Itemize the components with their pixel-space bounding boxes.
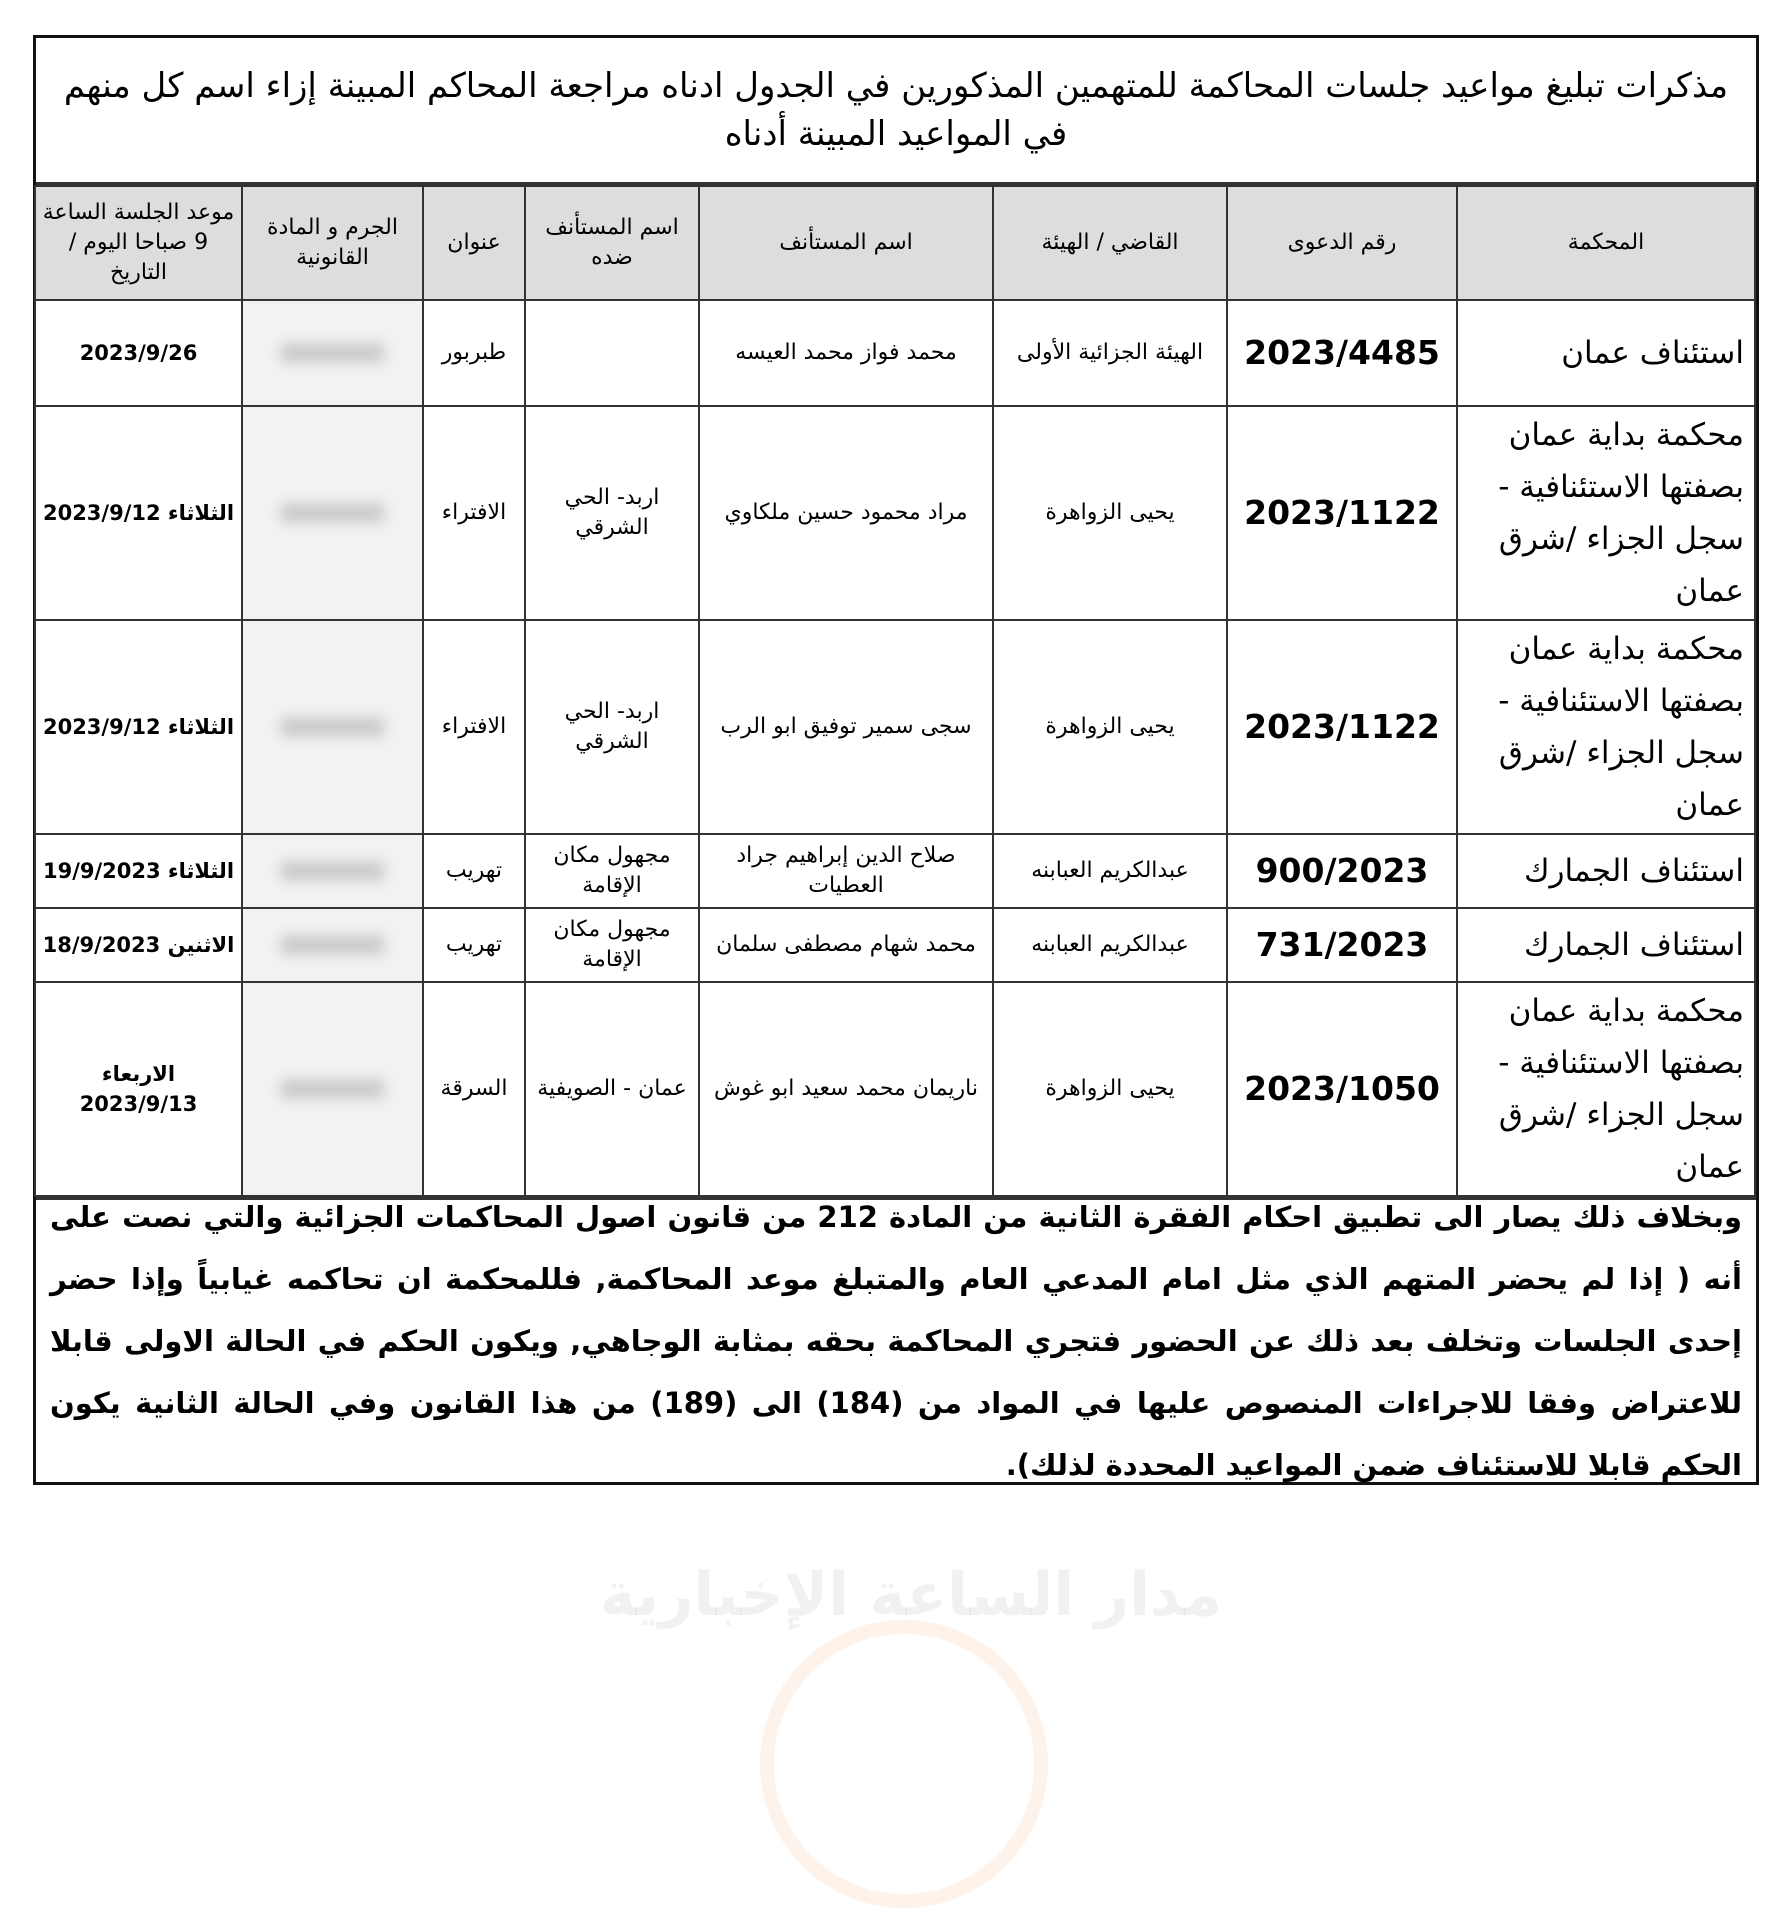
judge-cell: الهيئة الجزائية الأولى: [993, 300, 1227, 406]
header-case-no: رقم الدعوى: [1227, 186, 1457, 300]
appellant-cell: صلاح الدين إبراهيم جراد العطيات: [699, 834, 993, 908]
table-row: [35, 406, 1755, 620]
court-cell: محكمة بداية عمان بصفتها الاستئنافية - سجل الجزاء /شرق عمان: [1457, 620, 1755, 834]
case-no-cell: 2023/4485: [1227, 300, 1457, 406]
respondent-cell: مجهول مكان الإقامة: [525, 834, 699, 908]
header-judge: القاضي / الهيئة: [993, 186, 1227, 300]
address-cell: تهريب: [423, 908, 525, 982]
crime-cell-blurred: [242, 406, 423, 620]
address-cell: الافتراء: [423, 620, 525, 834]
header-session: موعد الجلسة الساعة 9 صباحا اليوم / التاريخ: [35, 186, 242, 300]
document-title: مذكرات تبليغ مواعيد جلسات المحاكمة للمتهمين المذكورين في الجدول ادناه مراجعة المحاكم المبينة إزاء اسم كل منهم في المواعيد المبينة أدناه: [36, 38, 1756, 185]
address-cell: السرقة: [423, 982, 525, 1196]
respondent-cell: اربد- الحي الشرقي: [525, 620, 699, 834]
court-notice-document: [33, 35, 1759, 1485]
watermark-text: [600, 1560, 1222, 1630]
case-no-cell: 900/2023: [1227, 834, 1457, 908]
appellant-cell: محمد فواز محمد العيسه: [699, 300, 993, 406]
court-cell: استئناف الجمارك: [1457, 834, 1755, 908]
watermark-logo: [760, 1620, 1048, 1908]
judge-cell: عبدالكريم العبابنه: [993, 834, 1227, 908]
case-no-cell: 731/2023: [1227, 908, 1457, 982]
address-cell: طبربور: [423, 300, 525, 406]
case-no-cell: 2023/1122: [1227, 406, 1457, 620]
table-row: [35, 908, 1755, 982]
respondent-cell: اربد- الحي الشرقي: [525, 406, 699, 620]
table-row: [35, 620, 1755, 834]
session-cell: 2023/9/26: [35, 300, 242, 406]
crime-cell-blurred: [242, 908, 423, 982]
header-crime: الجرم و المادة القانونية: [242, 186, 423, 300]
court-cell: محكمة بداية عمان بصفتها الاستئنافية - سجل الجزاء /شرق عمان: [1457, 406, 1755, 620]
session-cell: الاثنين 18/9/2023: [35, 908, 242, 982]
judge-cell: عبدالكريم العبابنه: [993, 908, 1227, 982]
court-cell: استئناف عمان: [1457, 300, 1755, 406]
header-address: عنوان: [423, 186, 525, 300]
session-cell: الثلاثاء 19/9/2023: [35, 834, 242, 908]
appellant-cell: محمد شهام مصطفى سلمان: [699, 908, 993, 982]
sessions-table: [34, 185, 1756, 1197]
watermark-label: مدار الساعة الإخبارية: [600, 1560, 1222, 1630]
header-respondent: اسم المستأنف ضده: [525, 186, 699, 300]
table-row: [35, 982, 1755, 1196]
appellant-cell: سجى سمير توفيق ابو الرب: [699, 620, 993, 834]
case-no-cell: 2023/1050: [1227, 982, 1457, 1196]
respondent-cell: عمان - الصويفية: [525, 982, 699, 1196]
session-cell: الثلاثاء 2023/9/12: [35, 406, 242, 620]
table-header-row: [35, 186, 1755, 300]
header-court: المحكمة: [1457, 186, 1755, 300]
judge-cell: يحيى الزواهرة: [993, 620, 1227, 834]
address-cell: تهريب: [423, 834, 525, 908]
respondent-cell: مجهول مكان الإقامة: [525, 908, 699, 982]
header-appellant: اسم المستأنف: [699, 186, 993, 300]
crime-cell-blurred: [242, 620, 423, 834]
crime-cell-blurred: [242, 982, 423, 1196]
session-cell: الثلاثاء 2023/9/12: [35, 620, 242, 834]
judge-cell: يحيى الزواهرة: [993, 982, 1227, 1196]
table-row: [35, 834, 1755, 908]
appellant-cell: مراد محمود حسين ملكاوي: [699, 406, 993, 620]
appellant-cell: ناريمان محمد سعيد ابو غوش: [699, 982, 993, 1196]
table-row: [35, 300, 1755, 406]
legal-notice-footer: وبخلاف ذلك يصار الى تطبيق احكام الفقرة الثانية من المادة 212 من قانون اصول المحاكمات الجزائية والتي نصت على أنه ( إذا لم يحضر المتهم الذي مثل امام المدعي العام والمتبلغ موعد المحاكمة, فللمحكمة ان تحاكمه غيابياً وإذا حضر إحدى الجلسات وتخلف بعد ذلك عن الحضور فتجري المحاكمة بحقه بمثابة الوجاهي, ويكون الحكم في الحالة الاولى قابلا للاعتراض وفقا للاجراءات المنصوص عليها في المواد من (184) الى (189) من هذا القانون وفي الحالة الثانية يكون الحكم قابلا للاستئناف ضمن المواعيد المحددة لذلك).: [36, 1197, 1756, 1482]
address-cell: الافتراء: [423, 406, 525, 620]
session-cell: الاربعاء 2023/9/13: [35, 982, 242, 1196]
case-no-cell: 2023/1122: [1227, 620, 1457, 834]
respondent-cell: [525, 300, 699, 406]
court-cell: استئناف الجمارك: [1457, 908, 1755, 982]
crime-cell-blurred: [242, 834, 423, 908]
crime-cell-blurred: [242, 300, 423, 406]
judge-cell: يحيى الزواهرة: [993, 406, 1227, 620]
court-cell: محكمة بداية عمان بصفتها الاستئنافية - سجل الجزاء /شرق عمان: [1457, 982, 1755, 1196]
